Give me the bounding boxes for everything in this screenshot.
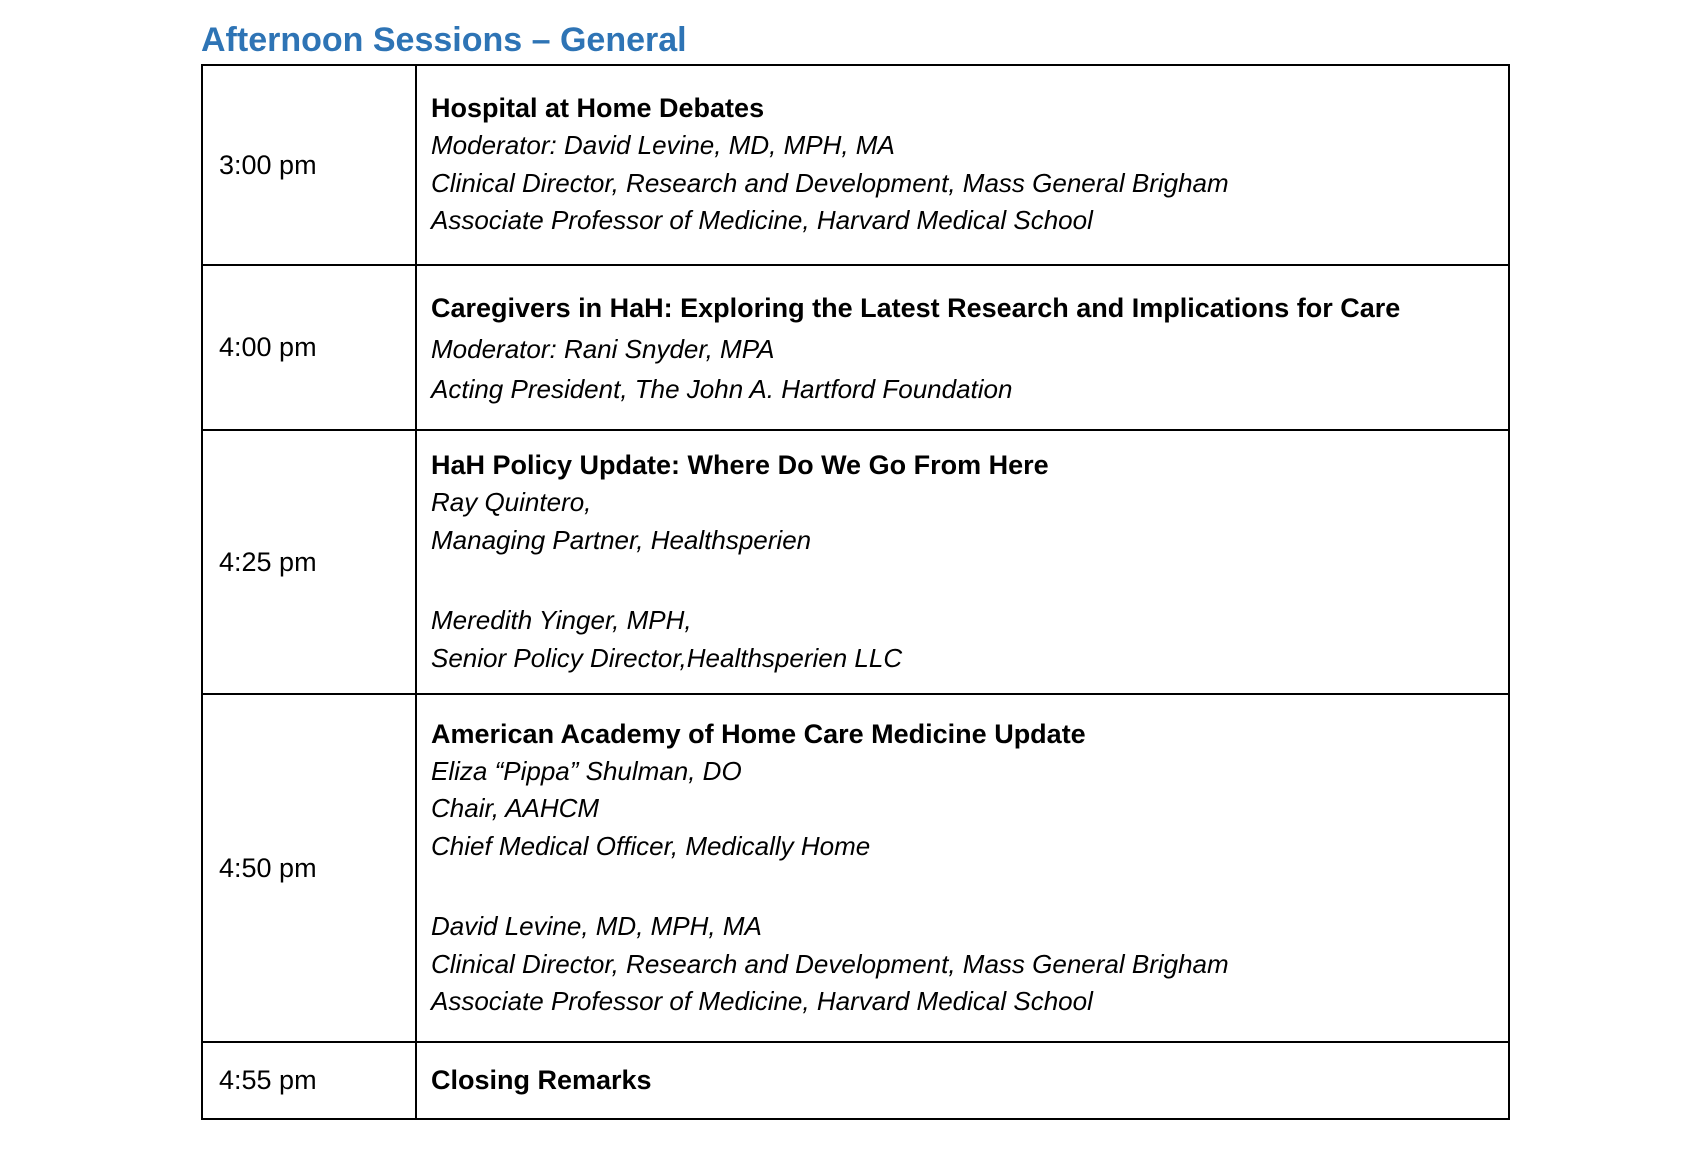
session-title: American Academy of Home Care Medicine Update bbox=[431, 718, 1086, 749]
session-cell bbox=[416, 430, 1509, 694]
session-cell bbox=[416, 694, 1509, 1042]
session-cell bbox=[416, 265, 1509, 430]
session-title: HaH Policy Update: Where Do We Go From Here bbox=[431, 450, 1049, 480]
time-cell: 4:25 pm bbox=[202, 430, 416, 694]
spacer bbox=[431, 865, 1498, 908]
table-row bbox=[202, 265, 1509, 430]
speaker-name: Eliza “Pippa” Shulman, DO bbox=[431, 755, 742, 786]
table-row bbox=[202, 65, 1509, 265]
time-cell: 3:00 pm bbox=[202, 65, 416, 265]
table-row bbox=[202, 694, 1509, 1042]
speaker-affiliation: Clinical Director, Research and Development, Mass General Brigham bbox=[431, 948, 1229, 979]
session-title: Hospital at Home Debates bbox=[431, 93, 765, 124]
spacer bbox=[431, 559, 1498, 602]
moderator-name: Moderator: David Levine, MD, MPH, MA bbox=[431, 130, 895, 161]
moderator-affiliation: Acting President, The John A. Hartford Foundation bbox=[431, 373, 1013, 404]
speaker-affiliation: Managing Partner, Healthsperien bbox=[431, 524, 812, 555]
session-cell bbox=[416, 65, 1509, 265]
session-title: Caregivers in HaH: Exploring the Latest Research and Implications for Care bbox=[431, 292, 1401, 323]
moderator-affiliation: Clinical Director, Research and Development, Mass General Brigham bbox=[431, 167, 1229, 198]
table-row bbox=[202, 430, 1509, 694]
agenda-table bbox=[201, 64, 1510, 1120]
speaker-affiliation: Chief Medical Officer, Medically Home bbox=[431, 830, 871, 861]
moderator-affiliation: Associate Professor of Medicine, Harvard Medical School bbox=[431, 205, 1093, 236]
time-cell: 4:00 pm bbox=[202, 265, 416, 430]
session-cell bbox=[416, 1042, 1509, 1119]
speaker-affiliation: Associate Professor of Medicine, Harvard Medical School bbox=[431, 986, 1093, 1016]
speaker-affiliation: Senior Policy Director,Healthsperien LLC bbox=[431, 642, 903, 673]
time-cell: 4:50 pm bbox=[202, 694, 416, 1042]
time-cell: 4:55 pm bbox=[202, 1042, 416, 1119]
table-row bbox=[202, 1042, 1509, 1119]
page-title: Afternoon Sessions – General bbox=[201, 21, 687, 59]
moderator-name: Moderator: Rani Snyder, MPA bbox=[431, 333, 775, 364]
speaker-name: Meredith Yinger, MPH, bbox=[431, 605, 692, 635]
session-title: Closing Remarks bbox=[431, 1065, 652, 1095]
speaker-name: Ray Quintero, bbox=[431, 487, 592, 517]
speaker-affiliation: Chair, AAHCM bbox=[431, 793, 600, 823]
speaker-name: David Levine, MD, MPH, MA bbox=[431, 911, 762, 941]
